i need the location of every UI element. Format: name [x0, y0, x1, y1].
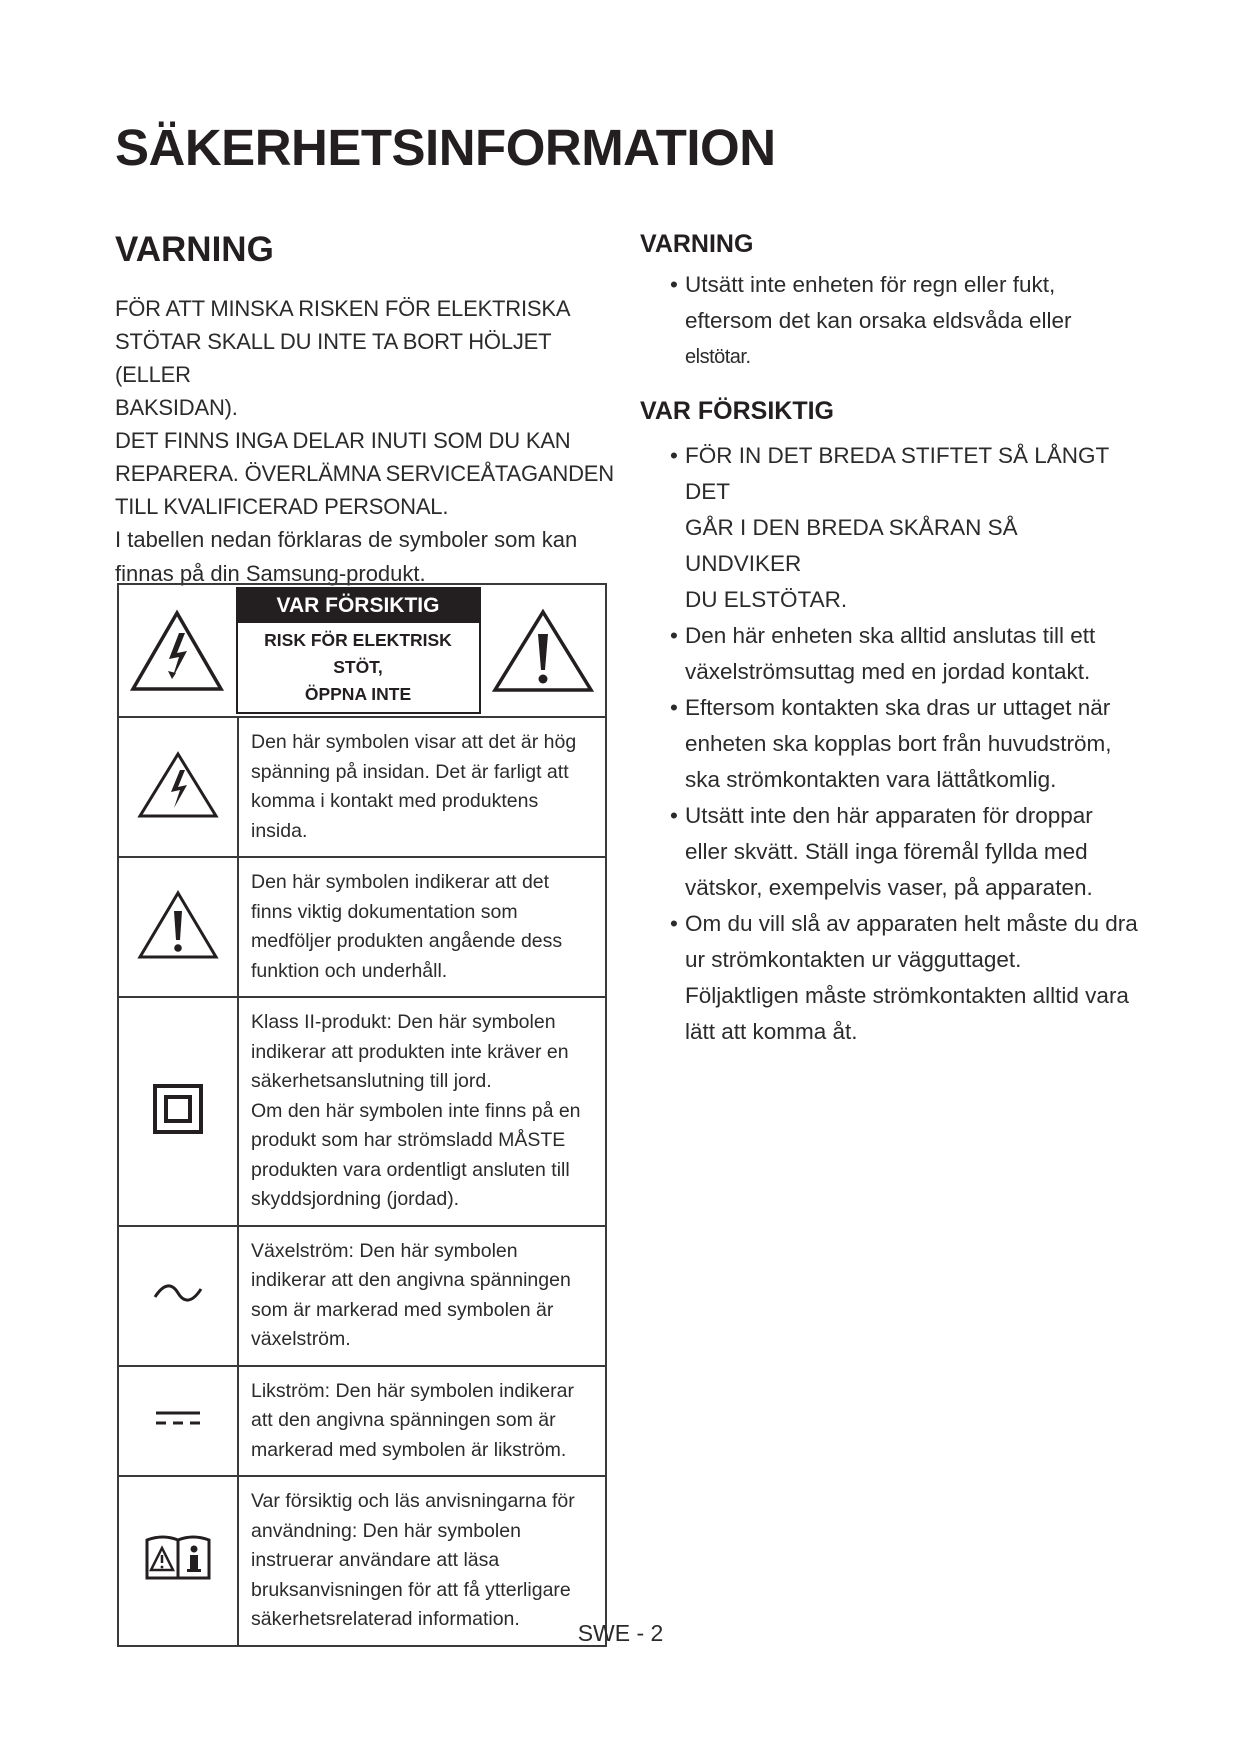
caution-header-row [118, 584, 606, 717]
lightning-triangle-icon [136, 750, 220, 820]
description-line: markerad med symbolen är likström. [251, 1438, 567, 1461]
intro-line: finnas på din Samsung-produkt. [115, 561, 426, 586]
caution-box [236, 587, 481, 714]
description-line: Om den här symbolen inte finns på en [251, 1099, 581, 1122]
left-warning-heading: VARNING [115, 230, 274, 269]
right-warning-heading: VARNING [640, 230, 754, 258]
exclamation-triangle-icon [136, 889, 220, 961]
list-item: • Utsätt inte den här apparaten för droppar eller skvätt. Ställ inga föremål fyllda med vätskor, exempelvis vaser, på apparaten. [670, 803, 1093, 900]
description-line: insida. [251, 819, 308, 842]
right-column [640, 230, 1140, 1050]
warning-line: FÖR ATT MINSKA RISKEN FÖR ELEKTRISKA [115, 296, 571, 321]
lightning-triangle-icon [129, 609, 225, 693]
description-line: Växelström: Den här symbolen [251, 1239, 518, 1262]
description-line: komma i kontakt med produktens [251, 790, 539, 812]
description-line: finns viktig dokumentation som [251, 900, 518, 923]
warning-line: DET FINNS INGA DELAR INUTI SOM DU KAN [115, 428, 571, 453]
manual-info-icon [143, 1532, 213, 1584]
table-row [118, 857, 606, 997]
caution-box-line: RISK FÖR ELEKTRISK STÖT, [264, 630, 452, 677]
caution-box-title: VAR FÖRSIKTIG [238, 589, 479, 623]
list-item: • Utsätt inte enheten för regn eller fukt, eftersom det kan orsaka eldsvåda eller elstötar. [670, 272, 1072, 368]
description-line: funktion och underhåll. [251, 959, 448, 982]
table-row [118, 997, 606, 1226]
description-line: Den här symbolen visar att det är hög [251, 731, 577, 753]
description-line: indikerar att produkten inte kräver en [251, 1040, 569, 1063]
description-line: medföljer produkten angående dess [251, 930, 563, 952]
caution-box-line: ÖPPNA INTE [304, 684, 412, 704]
description-line: säkerhetsanslutning till jord. [251, 1070, 492, 1092]
double-square-icon [152, 1083, 204, 1135]
exclamation-triangle-icon [491, 608, 595, 694]
warning-line: STÖTAR SKALL DU INTE TA BORT HÖLJET (ELLER [115, 329, 551, 387]
symbol-description [238, 857, 606, 997]
dc-icon [154, 1409, 202, 1427]
description-line: produkt som har strömsladd MÅSTE [251, 1129, 566, 1151]
table-row [118, 717, 606, 857]
list-item: • Eftersom kontakten ska dras ur uttaget när enheten ska kopplas bort från huvudström, ska strömkontakten vara lättåtkomlig. [670, 695, 1112, 792]
description-line: Var försiktig och läs anvisningarna för [251, 1490, 575, 1512]
description-line: säkerhetsrelaterad information. [251, 1608, 520, 1630]
symbol-table [117, 583, 607, 1647]
caution-box-body [238, 623, 479, 712]
description-line: Likström: Den här symbolen indikerar [251, 1379, 574, 1402]
page-title: SÄKERHETSINFORMATION [115, 119, 776, 176]
table-row [118, 1226, 606, 1366]
list-item: • Om du vill slå av apparaten helt måste du dra ur strömkontakten ur vägguttaget. Följaktligen måste strömkontakten alltid vara lätt att komma åt. [670, 911, 1138, 1044]
intro-text [115, 523, 615, 591]
table-row [118, 1366, 606, 1477]
list-item: • FÖR IN DET BREDA STIFTET SÅ LÅNGT DET GÅR I DEN BREDA SKÅRAN SÅ UNDVIKER DU ELSTÖTAR. [670, 443, 1109, 612]
symbol-description [238, 997, 606, 1226]
symbol-description [238, 1366, 606, 1477]
description-line: produkten vara ordentligt ansluten till [251, 1158, 570, 1181]
description-line: som är markerad med symbolen är [251, 1298, 554, 1321]
description-line: Klass II-produkt: Den här symbolen [251, 1011, 556, 1033]
intro-line: I tabellen nedan förklaras de symboler som kan [115, 527, 578, 552]
description-line: bruksanvisningen för att få ytterligare [251, 1578, 571, 1601]
right-caution-heading: VAR FÖRSIKTIG [640, 397, 834, 425]
page-number: SWE - 2 [577, 1620, 664, 1646]
description-line: skyddsjordning (jordad). [251, 1188, 460, 1210]
description-line: indikerar att den angivna spänningen [251, 1269, 571, 1291]
list-item: • Den här enheten ska alltid anslutas till ett växelströmsuttag med en jordad kontakt. [670, 623, 1096, 684]
warning-text [115, 292, 615, 523]
warning-line: TILL KVALIFICERAD PERSONAL. [115, 494, 449, 519]
warning-line: REPARERA. ÖVERLÄMNA SERVICEÅTAGANDEN [115, 461, 614, 486]
left-column [115, 230, 615, 591]
description-line: växelström. [251, 1328, 351, 1350]
description-line: instruerar användare att läsa [251, 1549, 500, 1571]
description-line: att den angivna spänningen som är [251, 1409, 556, 1431]
ac-wave-icon [152, 1281, 204, 1305]
description-line: användning: Den här symbolen [251, 1519, 521, 1542]
warning-list [670, 267, 1140, 375]
warning-line: BAKSIDAN). [115, 395, 238, 420]
caution-list [670, 438, 1140, 1050]
symbol-description [238, 1226, 606, 1366]
description-line: spänning på insidan. Det är farligt att [251, 760, 569, 783]
symbol-description [238, 717, 606, 857]
description-line: Den här symbolen indikerar att det [251, 871, 550, 893]
